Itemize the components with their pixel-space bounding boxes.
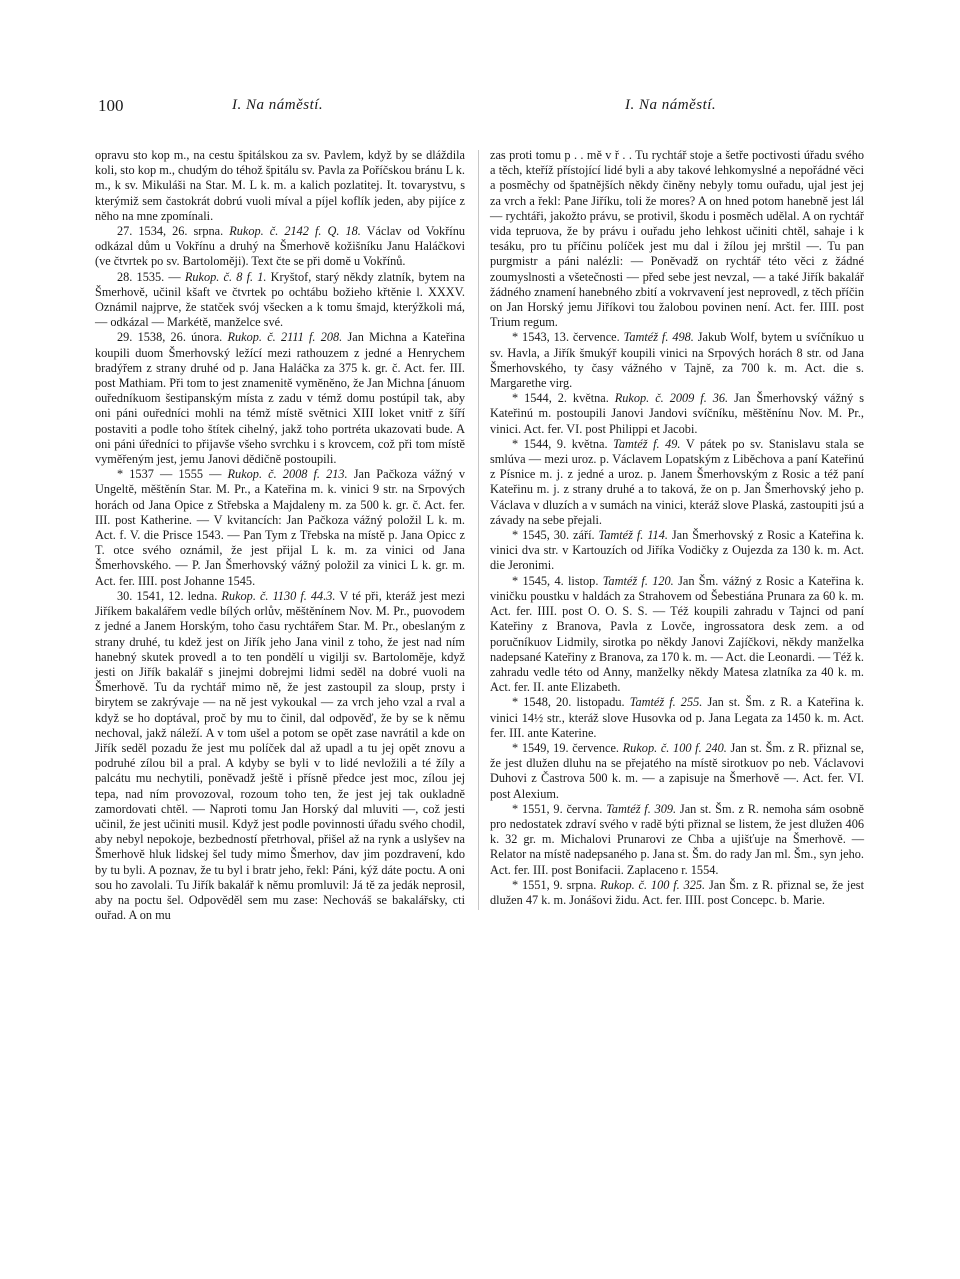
right-column [490, 148, 864, 908]
entry-paragraph: * 1549, 19. července. Rukop. č. 100 f. 240. Jan st. Šm. z R. přiznal se, že jest dlužen dluhu na se přejatého na místě sirotkuov po neb. Václavovi Duhovi z Častrova 500 k. m. — a zapisuje na Šmerhově —. Act. fer. VI. post Alexium. [490, 740, 864, 801]
entry-paragraph: * 1545, 30. září. Tamtéž f. 114. Jan Šmerhovský z Rosic a Kateřina k. vinici dva str. v Kartouzích od Jiříka Vodičky z Oujezda za 130 k. m. Act. die Jeronimi. [490, 528, 864, 573]
running-head-left: I. Na náměstí. [232, 97, 324, 113]
entry-paragraph: * 1545, 4. listop. Tamtéž f. 120. Jan Šm. vážný z Rosic a Kateřina k. viničku poustku v haldách za Strahovem od Šebestiána Prunara za 60 k. m. Act. fer. IIII. post O. O. S. S. — Též koupili zahradu v Tajnci od paní Kateřiny z Branova, Pavla z Lovče, ingrossatora desk zem. a od poručníkuov Lidmily, sirotka po někdy Janovi Zajíčkovi, někdy manželka nadepsané Kateřiny z Branova, za 170 k. m. — Act. die Leonardi. — Též k. zahradu vedle této od Anny, manželky někdy Matesa zlatníka za 40 k. m. Act. fer. II. ante Elizabeth. [490, 573, 864, 695]
entry-paragraph: 28. 1535. — Rukop. č. 8 f. 1. Kryštof, starý někdy zlatník, bytem na Šmerhově, učinil kšaft ve čtvrtek po ochtábu božieho křtěnie l. XXXV. Oznámil najprve, že statček svój všecken a k tomu šmajd, kterýžkoli má, — odkázal — Markétě, manželce své. [95, 269, 465, 330]
page-number: 100 [98, 96, 124, 115]
entry-paragraph: * 1544, 9. května. Tamtéž f. 49. V pátek po sv. Stanislavu stala se smlúva — mezi uroz. p. Václavem Lopatským z Liběchova a paní Kateřinú z Písnice m. j. z jedné a uroz. p. Janem Šmerhovským z Rosic a též paní Kateřinu m. j. z strany druhé a to taková, že on p. Jan Šmerhovský jeho p. Václava v dluzích a v sumách na vinici, kteráž slove Plaská, zastoupiti jsú a závady na sebe přejali. [490, 436, 864, 527]
entry-paragraph: * 1551, 9. srpna. Rukop. č. 100 f. 325. Jan Šm. z R. přiznal se, že jest dlužen 47 k. m. Jonášovi židu. Act. fer. IIII. post Concepc. b. Marie. [490, 877, 864, 907]
left-column [95, 148, 465, 923]
entry-paragraph: * 1551, 9. června. Tamtéž f. 309. Jan st. Šm. z R. nemoha sám osobně pro nedostatek zdraví svého v radě býti přiznal se listem, že jest dlužen 406 k. 32 gr. m. Michalovi Prunarovi ze Chba a ujišťuje na Šmerhově. — Relator na místě nadepsaného p. Jana st. Šm. do rady Jan ml. Šm., syn jeho. Act. fer. III. post Bonifacii. Zaplaceno r. 1554. [490, 801, 864, 877]
page-header [0, 96, 960, 120]
entry-paragraph: zas proti tomu p . . mě v ř . . Tu rychtář stoje a šetře poctivosti úřadu svého a těch, kteříž přístojící lidé byli a aby takové lehkomyslné a nepořádné věci a posměchy od špatnějších někdy činěny nebyly tomu ouřadu, ujal jest jej za vrch a řekl: Pane Jiříku, toli že mores? A on hned potom hanebně jest lál — rychtáři, jakožto právu, se protivil, škodu i posměch udělal. A on rychtář vida tepruova, že by právu i ouřadu jeho lehkost učiniti chtěl, sahaje i k tesáku, pro tu příčinu políček jest mu dal i žílou jej mrštil —. Tu pan purgmistr a páni nalézli: — Poněvadž on rychtář této věci z žádné zoumyslnosti a všetečnosti — před sebe jest nevzal, — a také Jiřík bakalář žádného znamení hanebného zbití a vokrvavení jest neprovedl, z těch příčin on Jan Horský jemu Jiříkovi tou žalobou povinen není. Act. fer. IIII. post Trium regum. [490, 148, 864, 330]
entry-paragraph: * 1548, 20. listopadu. Tamtéž f. 255. Jan st. Šm. z R. a Kateřina k. vinici 14½ str., kteráž slove Husovka od p. Jana Legata za 1450 k. m. Act. fer. III. ante Katerine. [490, 695, 864, 740]
running-head-right: I. Na náměstí. [625, 97, 717, 113]
column-divider [478, 150, 479, 910]
entry-paragraph: 27. 1534, 26. srpna. Rukop. č. 2142 f. Q. 18. Václav od Vokřínu odkázal dům u Vokřínu a druhý na Šmerhově kožišníku Janu Haláčkovi (ve čtvrtek po sv. Bartoloměji). Text čte se při domě u Vokřínů. [95, 224, 466, 269]
entry-paragraph: 30. 1541, 12. ledna. Rukop. č. 1130 f. 44.3. V té při, kteráž jest mezi Jiříkem bakalářem vedle bílých orlův, měštěnínem Nov. M. Pr., puovodem z jedné a Janem Horským, toho času rychtářem Star. M. Pr., obeslaným z strany druhé, tu kdež jest on Jiřík jeho Jana vinil z toho, že jest nad ním hanebný skutek provedl a to ten pondělí u vigilji sv. Bartoloměje, když jesti on Jiřík bakalář s jinejmi dobrejmi lidmi seděl na dobré vuoli na Šmerhově. Tu da rychtář mimo ně, že jest zastoupil za sloup, prsty i birytem se zakrývaje — na ně jest vykoukal — za vrch jeho vzal a rval a když se ho doptával, proč by mu to činil, dal odpověď, že by se k němu nechoval, jakž náleží. A v tom ušel a potom se opět zase navrátil a kde on Jiřík seděl pozadu že jest mu políček dal až upadl a tu jej opět znovu a podruhé zílou bil a pral. A kdyby se byli v to lidé nevložili a té žíly a palcátu mu nechytili, poněvadž ještě i přísně předce jest moc, zílou jej tepa, nad ním provozoval, rozoum toho ten, že jest jej tak oukladně zamordovati chtěl. — Naproti tomu Jan Horský dal mluviti —, což jesti učinil, že jest učiniti musil. Když jest podle povinnosti úřadu svého chodil, aby nebyl nepokoje, bezbedností přetrhoval, přišel až na rynk a uslyšev na Šmerhově hluk lidskej šel tudy mimo Šmerhov, dav jim pozdravení, kdo by tu byli. A poznav, že tu byl i bratr jeho, řekl: Páni, kýž dáte poctu. A oni sou ho zavolali. Tu Jiřík bakalář k němu promluvil: Já tě za jedák neprosil, aby na poctu šel. Odpověděl sem mu zase: Nechováš se bakalářsky, cti ouřad. A on mu [95, 588, 465, 923]
entry-paragraph: * 1537 — 1555 — Rukop. č. 2008 f. 213. Jan Pačkoza vážný v Ungeltě, měštěnín Star. M. Pr., a Kateřina m. k. vinici 9 str. na Srpových horách od Jana Opice z Střebska a Majdaleny m. za 500 k. gr. č. Act. fer. III. post Katherine. — V kvitancích: Jan Pačkoza vážný položil L k. m. Act. f. V. die Prisce 1543. — Pan Tym z Třebska na místě p. Jana Opicc z T. otce svého oznámil, že jest přijal L k. m. za vinici od Jana Šmerhovského. — P. Jan Šmerhovský vážný položil za vinici L k. gr. m. Act. fer. IIII. post Johanne 1545. [95, 467, 465, 588]
entry-paragraph: 29. 1538, 26. února. Rukop. č. 2111 f. 208. Jan Michna a Kateřina koupili duom Šmerhovský ležící mezi rathouzem z jedné a Henrychem bradýřem z strany druhé od p. Jana Haláčka za 375 k. gr. č. Act. fer. III. post Mathiam. Při tom to jest znamenitě vyměněno, že Jan Michna [ánuom ouředníkuom šestipanským místa z zadu v témž domu postúpil tak, aby oni páni ouředníci mohli na témž místě světnici XIII loket vnitř z šíří postaviti a podle toho štítek cihelný, jakž toho portréta ukazovati bude. A oni páni úředníci to přijavše všeho svrchku i s krovcem, což při tom místě vyměřeným jest, jemu Janovi dědičně postoupili. [95, 330, 465, 467]
entry-paragraph: opravu sto kop m., na cestu špitálskou za sv. Pavlem, když by se dláždila koli, sto kop m., chudým do téhož špitálu sv. Pavla za Poříčskou bránu L k. m., k sv. Mikuláši na Star. M. L k. m. a kalich pozlatitej. It. tovarystvu, s kterýmiž sem častokrát dobrú vuoli míval a píjel koflík jeden, aby pijíce z něho na mne zpomínali. [95, 148, 465, 223]
entry-paragraph: * 1544, 2. května. Rukop. č. 2009 f. 36. Jan Šmerhovský vážný s Kateřinú m. postoupili Janovi Jandovi svíčníku, měštěnínu Nov. M. Pr., vinici. Act. fer. VI. post Philippi et Jacobi. [490, 391, 864, 436]
entry-paragraph: * 1543, 13. července. Tamtéž f. 498. Jakub Wolf, bytem u svíčníkuo u sv. Havla, a Jiřík šmukýř koupili vinici na Srpových horách 8 str. od Jana Šmerhovského, ty časy vážného v Tajně, za 700 k. m. Act. die s. Margarethe virg. [490, 330, 864, 391]
